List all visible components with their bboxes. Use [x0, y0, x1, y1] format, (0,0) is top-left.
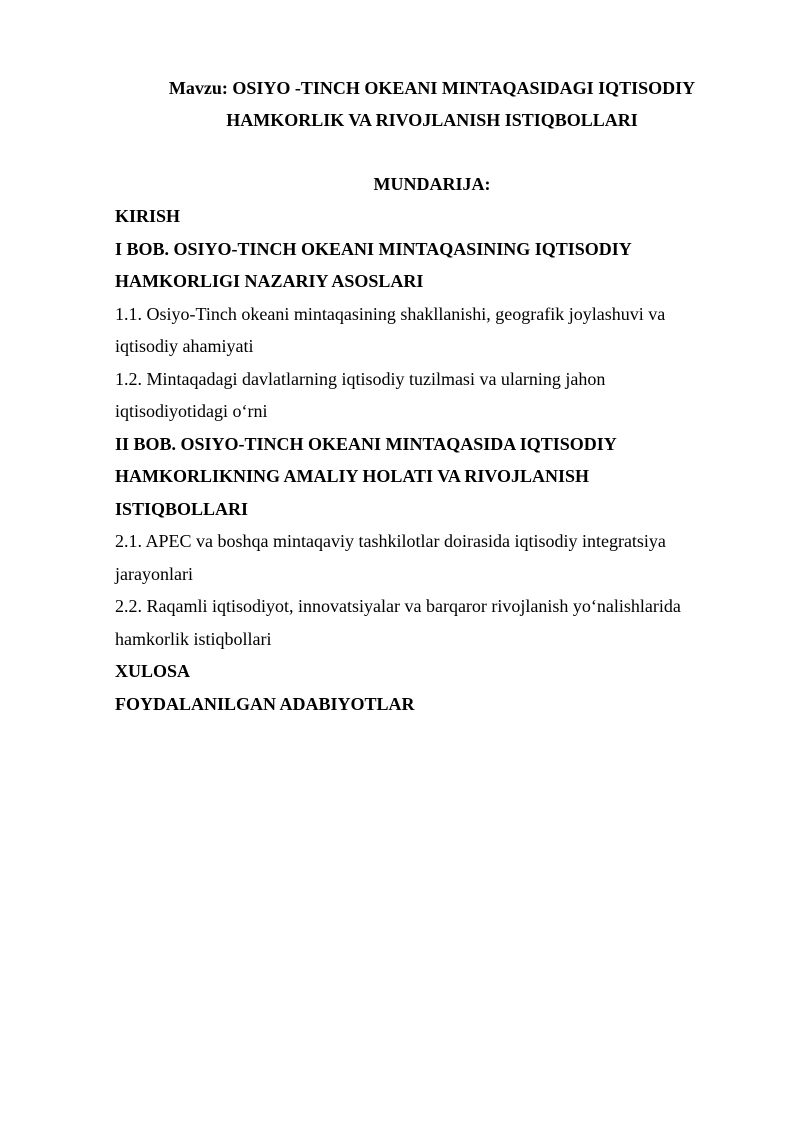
- toc-item-chapter-2-line-3: ISTIQBOLLARI: [115, 498, 249, 519]
- toc-item-section-2-1-line-2: jarayonlari: [115, 563, 193, 584]
- toc-item-section-2-2-line-1: 2.2. Raqamli iqtisodiyot, innovatsiyalar va barqaror rivojlanish yo‘nalishlarida: [115, 596, 681, 616]
- title-line-2: HAMKORLIK VA RIVOJLANISH ISTIQBOLLARI: [226, 110, 638, 130]
- toc-item-section-1-2-line-2: iqtisodiyotidagi o‘rni: [115, 401, 268, 421]
- document-page: [115, 72, 715, 720]
- toc-item-conclusion: XULOSA: [115, 661, 191, 681]
- toc-item-references: FOYDALANILGAN ADABIYOTLAR: [115, 693, 415, 714]
- toc-item-chapter-1-line-2: HAMKORLIGI NAZARIY ASOSLARI: [115, 271, 424, 291]
- toc-heading: MUNDARIJA:: [373, 174, 491, 194]
- toc-item-chapter-2-line-1: II BOB. OSIYO-TINCH OKEANI MINTAQASIDA IQTISODIY: [115, 433, 617, 454]
- toc-item-section-1-1-line-2: iqtisodiy ahamiyati: [115, 336, 254, 356]
- toc-item-chapter-1-line-1: I BOB. OSIYO-TINCH OKEANI MINTAQASINING IQTISODIY: [115, 238, 632, 259]
- toc-item-section-1-2-line-1: 1.2. Mintaqadagi davlatlarning iqtisodiy tuzilmasi va ularning jahon: [115, 368, 606, 389]
- document-title: [149, 72, 715, 136]
- table-of-contents: [115, 200, 715, 720]
- toc-item-chapter-2-line-2: HAMKORLIKNING AMALIY HOLATI VA RIVOJLANISH: [115, 466, 590, 486]
- toc-item-section-2-2-line-2: hamkorlik istiqbollari: [115, 628, 272, 649]
- toc-item-introduction: KIRISH: [115, 206, 181, 226]
- toc-item-section-1-1-line-1: 1.1. Osiyo-Tinch okeani mintaqasining shakllanishi, geografik joylashuvi va: [115, 303, 666, 324]
- toc-item-section-2-1-line-1: 2.1. APEC va boshqa mintaqaviy tashkilotlar doirasida iqtisodiy integratsiya: [115, 531, 666, 551]
- title-line-1: Mavzu: OSIYO -TINCH OKEANI MINTAQASIDAGI IQTISODIY: [168, 78, 696, 98]
